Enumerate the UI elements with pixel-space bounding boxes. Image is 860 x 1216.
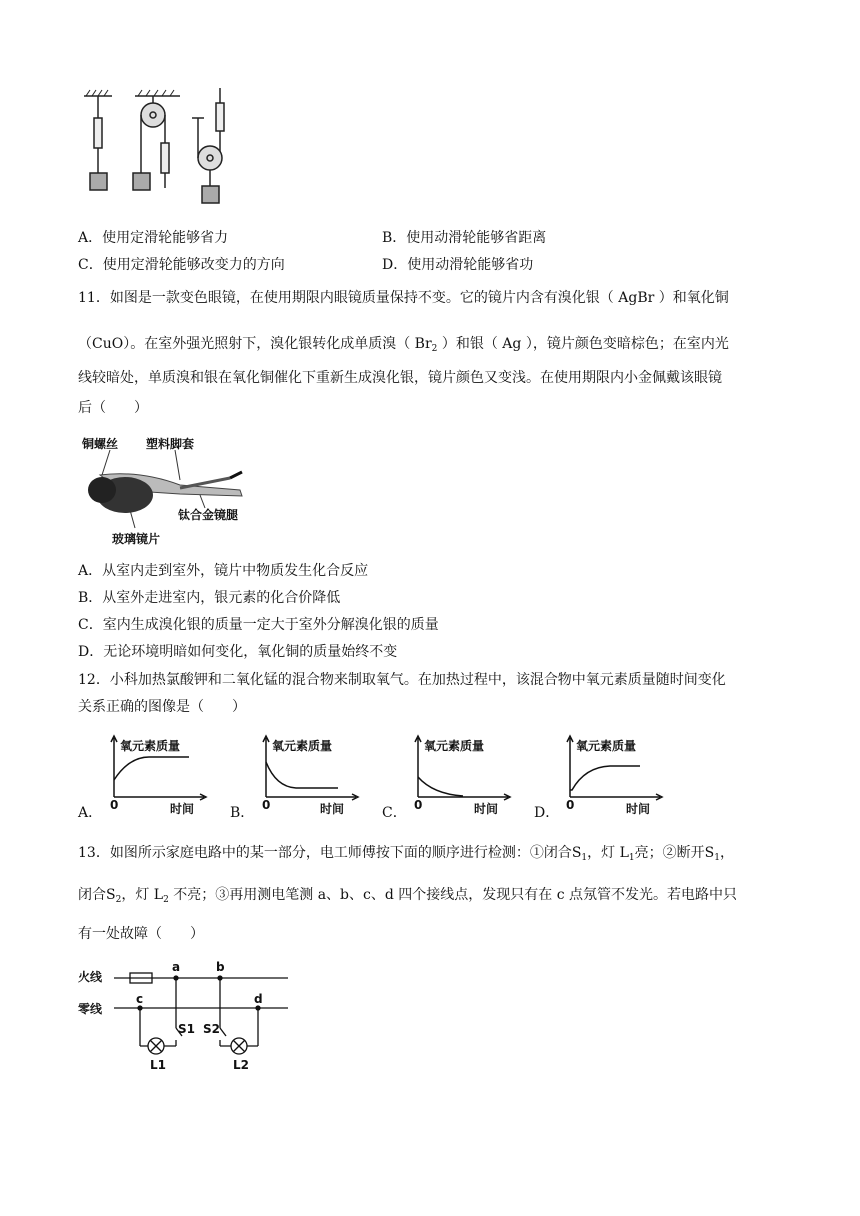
q10-option-b: B．使用动滑轮能够省距离	[382, 230, 547, 246]
q11-option-d: D．无论环境明暗如何变化，氧化铜的质量始终不变	[78, 644, 398, 660]
label-copper-screw: 铜螺丝	[82, 437, 119, 451]
label-titanium-leg: 钛合金镜腿	[178, 508, 239, 522]
q10-option-a: A．使用定滑轮能够省力	[78, 230, 229, 246]
q13-line-1: 13．如图所示家庭电路中的某一部分，电工师傅按下面的顺序进行检测：①闭合$S_1$，灯 $L_1$亮；②断开$S_1$，	[78, 845, 734, 863]
q11-option-b: B．从室外走进室内，银元素的化合价降低	[78, 590, 341, 606]
q13-line-2: 闭合$S_2$，灯 $L_2$ 不亮；③再用测电笔测 a、b、c、d 四个接线点，发现只有在 c 点氖管不发光。若电路中只	[78, 887, 738, 905]
q11-line-1: 11．如图是一款变色眼镜，在使用期限内眼镜质量保持不变。它的镜片内含有溴化银（ AgBr ）和氧化铜	[78, 290, 729, 306]
glasses-figure	[80, 430, 250, 550]
q10-option-d: D．使用动滑轮能够省功	[382, 257, 534, 273]
graph-b: B． 氧元素质量 0 时间	[230, 732, 360, 822]
q12-line-2: 关系正确的图像是（ ）	[78, 699, 246, 715]
q11-line-2: （CuO）。在室外强光照射下，溴化银转化成单质溴（ $Br_2$ ）和银（ Ag ），镜片颜色变暗棕色；在室内光	[78, 336, 729, 354]
q11-option-a: A．从室内走到室外，镜片中物质发生化合反应	[78, 563, 369, 579]
circuit-diagram: 火线 零线 a b c d S1 S2 L1 L2	[78, 960, 263, 1072]
q11-line-4: 后（ ）	[78, 400, 148, 416]
graph-a: A． 氧元素质量 0 时间	[78, 732, 208, 822]
label-plastic-foot: 塑料脚套	[146, 437, 195, 451]
graph-d: D． 氧元素质量 0 时间	[534, 732, 664, 822]
label-glass-lens: 玻璃镜片	[112, 532, 161, 546]
q10-option-c: C．使用定滑轮能够改变力的方向	[78, 257, 285, 273]
q11-line-3: 线较暗处，单质溴和银在氧化铜催化下重新生成溴化银，镜片颜色又变浅。在使用期限内小金佩戴该眼镜	[78, 370, 722, 386]
q11-option-c: C．室内生成溴化银的质量一定大于室外分解溴化银的质量	[78, 617, 439, 633]
q12-line-1: 12．小科加热氯酸钾和二氧化锰的混合物来制取氧气。在加热过程中，该混合物中氧元素质量随时间变化	[78, 672, 726, 688]
q13-line-3: 有一处故障（ ）	[78, 926, 204, 942]
pulley-figure	[80, 78, 240, 213]
graph-c: C． 氧元素质量 0 时间	[382, 732, 512, 822]
